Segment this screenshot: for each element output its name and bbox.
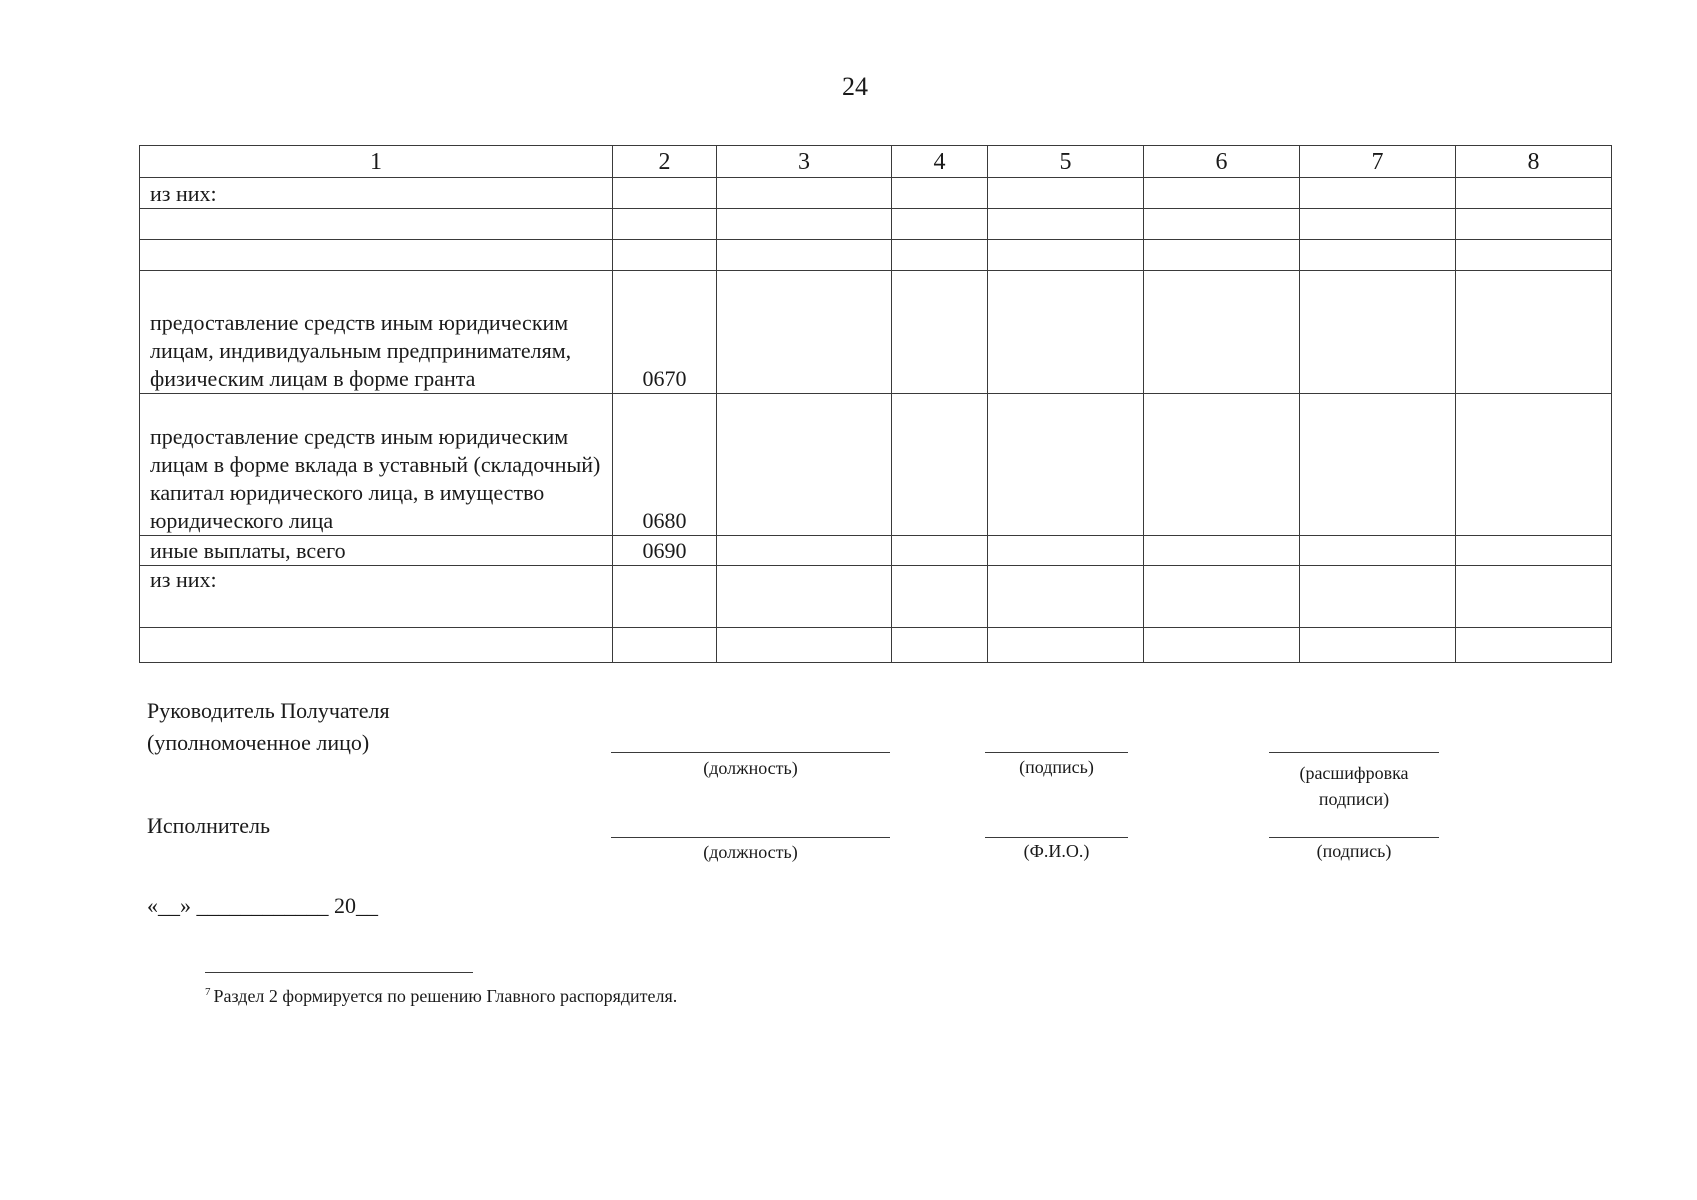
head-position-line	[611, 752, 890, 753]
table-row	[140, 178, 1612, 209]
executor-name-caption: (Ф.И.О.)	[1023, 841, 1090, 861]
head-signature-line	[985, 752, 1128, 753]
row-label	[140, 628, 613, 663]
footnote-divider	[205, 972, 473, 973]
table-row	[140, 394, 1612, 536]
table-row	[140, 240, 1612, 271]
column-header: 8	[1456, 146, 1612, 178]
table-row	[140, 628, 1612, 663]
column-header: 6	[1144, 146, 1300, 178]
row-code: 0680	[613, 394, 717, 536]
head-decoding-line	[1269, 752, 1439, 753]
column-header: 7	[1300, 146, 1456, 178]
footnote-mark: 7	[205, 986, 211, 998]
page-number: 24	[842, 72, 868, 101]
row-label: из них:	[140, 566, 613, 628]
date-line: «__» ____________ 20__	[147, 893, 378, 918]
row-label: предоставление средств иным юридическим лицам, индивидуальным предпринимателям, физическим лицам в форме гранта	[140, 271, 613, 394]
column-header: 3	[717, 146, 892, 178]
head-label	[147, 695, 390, 759]
column-header: 5	[988, 146, 1144, 178]
head-position-caption: (должность)	[703, 758, 798, 778]
head-label-line1: Руководитель Получателя	[147, 698, 390, 723]
row-code: 0690	[613, 536, 717, 566]
row-code	[613, 178, 717, 209]
head-decoding-caption: (расшифровка подписи)	[1299, 763, 1409, 809]
row-label	[140, 240, 613, 271]
row-label: предоставление средств иным юридическим лицам в форме вклада в уставный (складочный) капитал юридического лица, в имущество юридического лица	[140, 394, 613, 536]
row-label	[140, 209, 613, 240]
column-header: 4	[892, 146, 988, 178]
row-code	[613, 240, 717, 271]
row-code	[613, 628, 717, 663]
footnote-text: Раздел 2 формируется по решению Главного распорядителя.	[213, 986, 678, 1006]
executor-position-line	[611, 837, 890, 838]
table-row	[140, 271, 1612, 394]
executor-position-caption: (должность)	[703, 842, 798, 862]
column-header: 1	[140, 146, 613, 178]
row-code	[613, 566, 717, 628]
head-label-line2: (уполномоченное лицо)	[147, 730, 370, 755]
head-signature-caption: (подпись)	[1019, 757, 1094, 777]
executor-label: Исполнитель	[147, 813, 271, 838]
table-row	[140, 566, 1612, 628]
row-code	[613, 209, 717, 240]
row-code: 0670	[613, 271, 717, 394]
executor-signature-caption: (подпись)	[1316, 841, 1392, 861]
row-label: иные выплаты, всего	[140, 536, 613, 566]
footnote	[205, 986, 677, 1007]
row-label: из них:	[140, 178, 613, 209]
table-row	[140, 536, 1612, 566]
table-header-row	[140, 146, 1612, 178]
report-table	[139, 145, 1612, 663]
table-row	[140, 209, 1612, 240]
column-header: 2	[613, 146, 717, 178]
